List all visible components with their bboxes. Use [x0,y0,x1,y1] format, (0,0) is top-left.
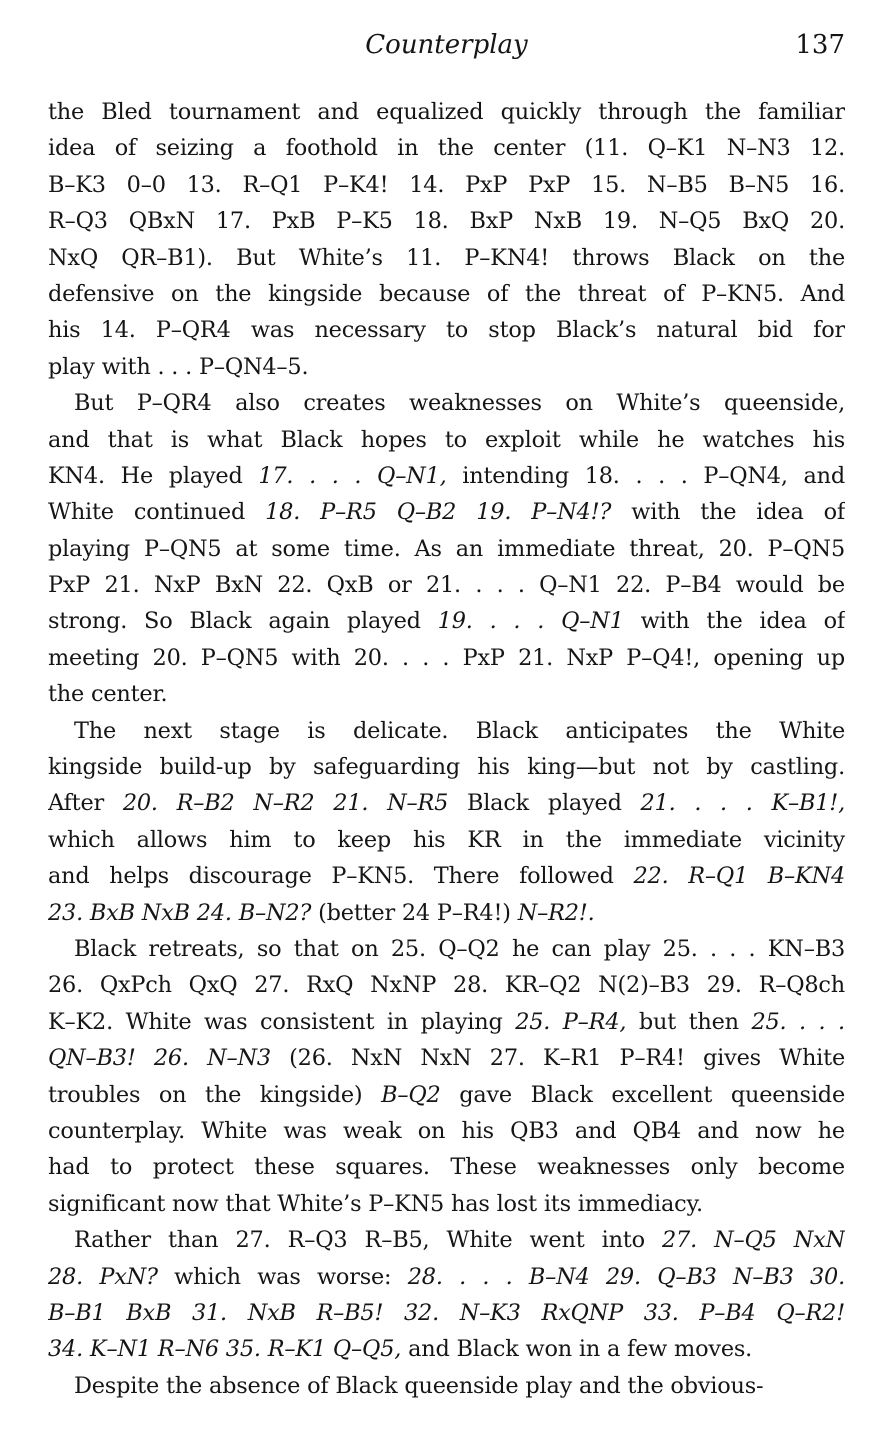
text-line: B–K3 0–0 13. R–Q1 P–K4! 14. PxP PxP 15. N–B5 B–N5 16. [48,171,845,198]
text-line: 34. K–N1 R–N6 35. R–K1 Q–Q5, and Black won in a few moves. [48,1336,753,1363]
paragraph [48,713,845,931]
text-line: the center. [48,681,168,708]
text-line: troubles on the kingside) B–Q2 gave Black excellent queenside [48,1081,845,1108]
paragraph [48,1368,845,1404]
text-line: QN–B3! 26. N–N3 (26. NxN NxN 27. K–R1 P–R4! gives White [48,1045,845,1072]
text-line: strong. So Black again played 19. . . . Q–N1 with the idea of [48,608,845,635]
paragraph [48,1222,845,1368]
text-line: counterplay. White was weak on his QB3 and QB4 and now he [48,1117,845,1144]
text-line: B–B1 BxB 31. NxB R–B5! 32. N–K3 RxQNP 33. P–B4 Q–R2! [48,1299,845,1326]
paragraph [48,94,845,385]
text-line: PxP 21. NxP BxN 22. QxB or 21. . . . Q–N1 22. P–B4 would be [48,572,845,599]
text-line: K–K2. White was consistent in playing 25. P–R4, but then 25. . . . [48,1008,845,1035]
text-line: Despite the absence of Black queenside play and the obvious- [74,1372,764,1399]
text-line: After 20. R–B2 N–R2 21. N–R5 Black played 21. . . . K–B1!, [48,790,845,817]
text-line: KN4. He played 17. . . . Q–N1, intending 18. . . . P–QN4, and [48,462,845,489]
text-line: Rather than 27. R–Q3 R–B5, White went into 27. N–Q5 NxN [74,1227,845,1254]
text-line: had to protect these squares. These weaknesses only become [48,1154,845,1181]
text-line: the Bled tournament and equalized quickly through the familiar [48,99,845,125]
text-line: play with . . . P–QN4–5. [48,353,309,380]
text-line: kingside build-up by safeguarding his king—but not by castling. [48,754,845,781]
text-line: defensive on the kingside because of the threat of P–KN5. And [48,280,845,307]
text-line: playing P–QN5 at some time. As an immediate threat, 20. P–QN5 [48,535,845,562]
text-line: 23. BxB NxB 24. B–N2? (better 24 P–R4!) N–R2!. [48,899,595,926]
page-number: 137 [795,30,845,60]
text-line: The next stage is delicate. Black anticipates the White [74,717,845,744]
running-head: Counterplay [365,30,528,60]
text-line: NxQ QR–B1). But White’s 11. P–KN4! throws Black on the [48,244,845,271]
text-line: 28. PxN? which was worse: 28. . . . B–N4 29. Q–B3 N–B3 30. [48,1263,845,1290]
text-line: 26. QxPch QxQ 27. RxQ NxNP 28. KR–Q2 N(2)–B3 29. R–Q8ch [48,972,845,999]
paragraph [48,385,845,713]
text-line: and helps discourage P–KN5. There followed 22. R–Q1 B–KN4 [48,863,845,890]
text-line: R–Q3 QBxN 17. PxB P–K5 18. BxP NxB 19. N–Q5 BxQ 20. [48,208,845,235]
text-line: But P–QR4 also creates weaknesses on White’s queenside, [74,390,845,417]
text-line: Black retreats, so that on 25. Q–Q2 he can play 25. . . . KN–B3 [74,935,845,962]
text-line: idea of seizing a foothold in the center (11. Q–K1 N–N3 12. [48,135,845,162]
body-text [48,94,845,1404]
text-line: and that is what Black hopes to exploit while he watches his [48,426,845,453]
text-line: White continued 18. P–R5 Q–B2 19. P–N4!? with the idea of [48,499,845,526]
paragraph [48,931,845,1222]
text-line: meeting 20. P–QN5 with 20. . . . PxP 21. NxP P–Q4!, opening up [48,644,845,671]
page-header [48,30,845,64]
text-line: his 14. P–QR4 was necessary to stop Black’s natural bid for [48,317,845,344]
text-line: which allows him to keep his KR in the immediate vicinity [48,826,845,853]
text-line: significant now that White’s P–KN5 has lost its immediacy. [48,1190,703,1217]
